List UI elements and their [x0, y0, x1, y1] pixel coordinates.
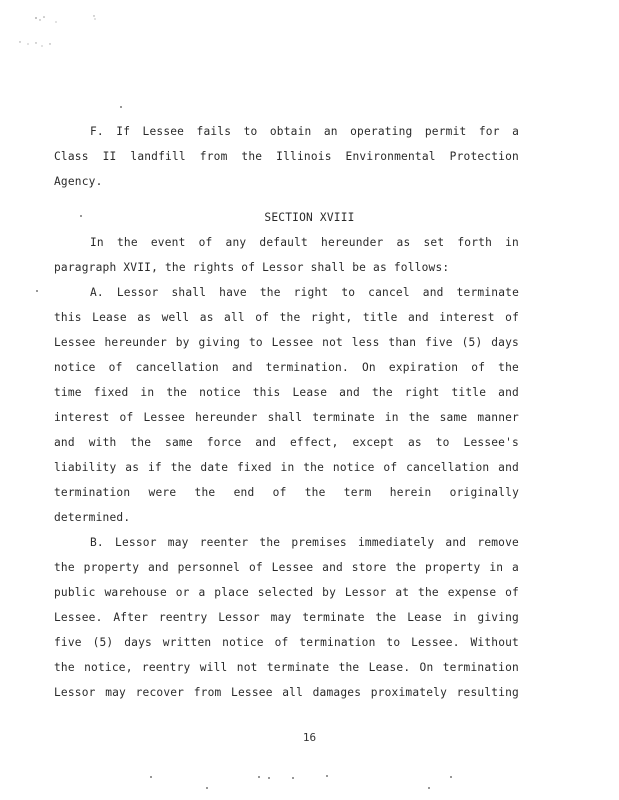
scan-speck: [268, 777, 270, 779]
item-a-line-6: interest of Lessee hereunder shall terminate in the same manner: [54, 411, 519, 424]
item-a-line-5: time fixed in the notice this Lease and the right title and: [54, 386, 519, 399]
item-f-line-3: Agency.: [54, 175, 103, 188]
intro-line-2: paragraph XVII, the rights of Lessor shall be as follows:: [54, 261, 450, 274]
item-b-line-7: Lessor may recover from Lessee all damages proximately resulting: [54, 686, 519, 699]
item-f-line-1: F. If Lessee fails to obtain an operating permit for a: [90, 125, 519, 138]
page-number: 16: [302, 731, 317, 744]
item-b-line-3: public warehouse or a place selected by Lessor at the expense of: [54, 586, 519, 599]
item-a-line-1: A. Lessor shall have the right to cancel and terminate: [90, 286, 519, 299]
item-b-line-4: Lessee. After reentry Lessor may terminate the Lease in giving: [54, 611, 519, 624]
item-a-line-3: Lessee hereunder by giving to Lessee not less than five (5) days: [54, 336, 519, 349]
scan-speck: [428, 787, 430, 789]
scan-speck: [326, 775, 328, 777]
scan-speck: [450, 776, 452, 778]
item-a-line-8: liability as if the date fixed in the notice of cancellation and: [54, 461, 519, 474]
scan-speck: [80, 215, 82, 217]
item-b-line-1: B. Lessor may reenter the premises immediately and remove: [90, 536, 519, 549]
item-a-line-2: this Lease as well as all of the right, title and interest of: [54, 311, 519, 324]
item-f-line-2: Class II landfill from the Illinois Environmental Protection: [54, 150, 519, 163]
scan-speck: [292, 777, 294, 779]
scan-noise-marks: [14, 10, 104, 55]
item-a-line-9: termination were the end of the term herein originally: [54, 486, 519, 499]
scan-speck: [150, 776, 152, 778]
item-a-line-7: and with the same force and effect, except as to Lessee's: [54, 436, 519, 449]
item-a-line-10: determined.: [54, 511, 131, 524]
item-a-line-4: notice of cancellation and termination. On expiration of the: [54, 361, 519, 374]
scan-speck: [258, 776, 260, 778]
scan-speck: [36, 290, 38, 292]
scan-speck: [206, 787, 208, 789]
intro-line-1: In the event of any default hereunder as set forth in: [90, 236, 519, 249]
section-heading: SECTION XVIII: [264, 211, 355, 224]
item-b-line-2: the property and personnel of Lessee and store the property in a: [54, 561, 519, 574]
item-b-line-5: five (5) days written notice of termination to Lessee. Without: [54, 636, 519, 649]
scan-speck: [120, 106, 122, 108]
item-b-line-6: the notice, reentry will not terminate the Lease. On termination: [54, 661, 519, 674]
